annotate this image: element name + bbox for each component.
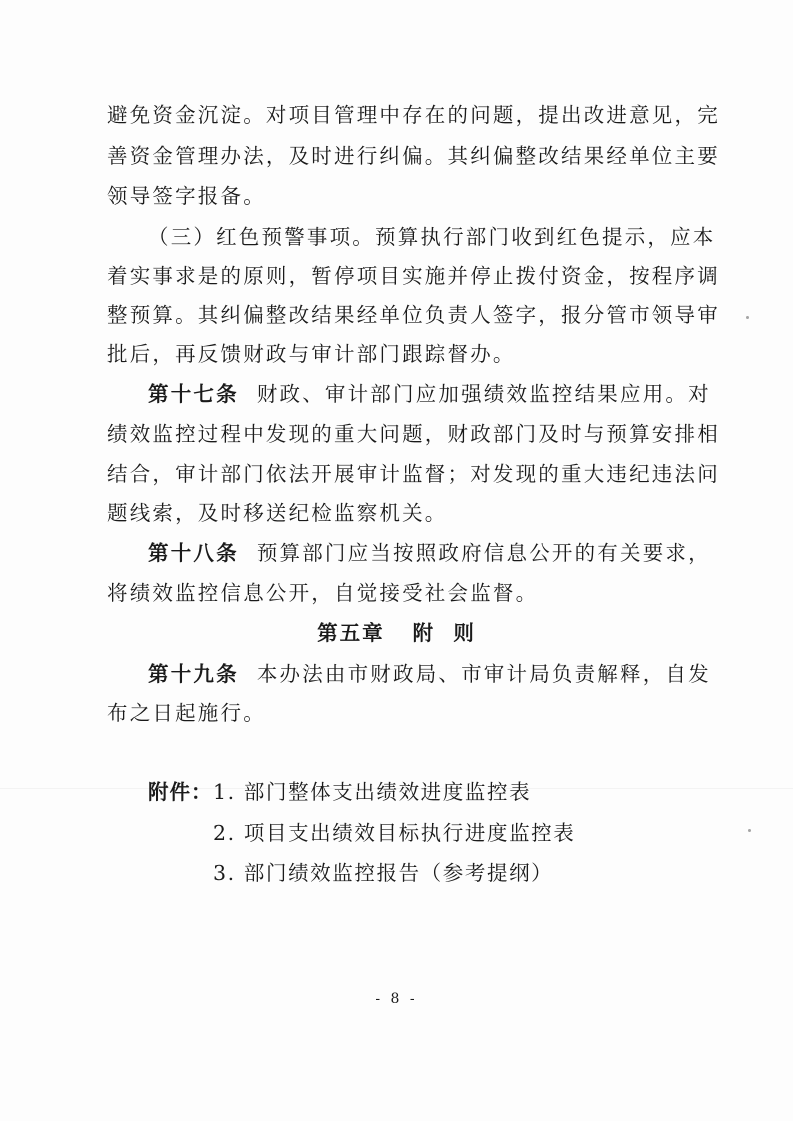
body-line: 题线索，及时移送纪检监察机关。	[107, 501, 448, 525]
body-line: 避免资金沉淀。对项目管理中存在的问题，提出改进意见，完	[107, 103, 720, 127]
article-19-label: 第十九条	[148, 662, 239, 686]
body-line: 善资金管理办法，及时进行纠偏。其纠偏整改结果经单位主要	[107, 144, 720, 168]
body-line: 结合，审计部门依法开展审计监督；对发现的重大违纪违法问	[107, 462, 720, 486]
body-line: 领导签字报备。	[107, 184, 266, 208]
body-line: 整预算。其纠偏整改结果经单位负责人签字，报分管市领导审	[107, 303, 720, 327]
body-line: （三）红色预警事项。预算执行部门收到红色提示，应本	[148, 225, 716, 249]
article-19-text: 本办法由市财政局、市审计局负责解释，自发	[256, 662, 711, 686]
chapter-title: 附 则	[412, 621, 476, 645]
body-line: 将绩效监控信息公开，自觉接受社会监督。	[107, 581, 539, 605]
attachment-item: 3. 部门绩效监控报告（参考提纲）	[213, 861, 554, 885]
attachment-item: 2. 项目支出绩效目标执行进度监控表	[213, 821, 576, 845]
chapter-heading	[0, 620, 793, 646]
scan-speck	[746, 316, 749, 319]
article-18-text: 预算部门应当按照政府信息公开的有关要求，	[256, 541, 711, 565]
attachments-label: 附件：	[148, 780, 213, 804]
body-line: 着实事求是的原则，暂停项目实施并停止拨付资金，按程序调	[107, 264, 720, 288]
article-18-first-line	[148, 540, 711, 566]
chapter-number: 第五章	[317, 621, 385, 645]
body-line: 绩效监控过程中发现的重大问题，财政部门及时与预算安排相	[107, 422, 720, 446]
attachment-item: 1. 部门整体支出绩效进度监控表	[213, 780, 532, 804]
article-17-first-line	[148, 381, 711, 407]
article-18-label: 第十八条	[148, 541, 239, 565]
body-line: 批后，再反馈财政与审计部门跟踪督办。	[107, 342, 516, 366]
article-17-label: 第十七条	[148, 382, 239, 406]
page-number: - 8 -	[375, 991, 418, 1007]
scan-speck	[748, 829, 751, 832]
article-17-text: 财政、审计部门应加强绩效监控结果应用。对	[256, 382, 711, 406]
body-line: 布之日起施行。	[107, 701, 266, 725]
article-19-first-line	[148, 661, 711, 687]
